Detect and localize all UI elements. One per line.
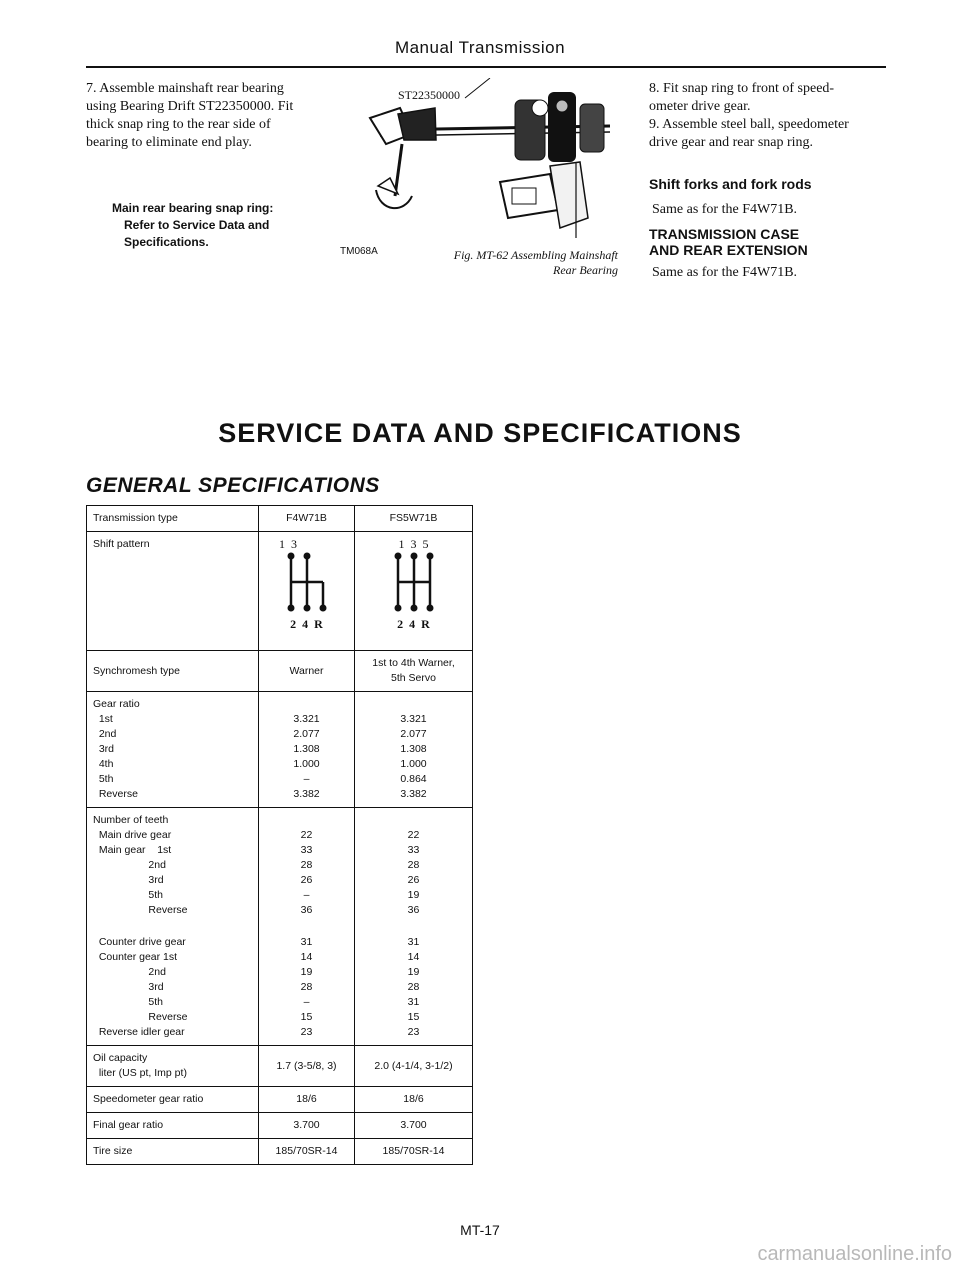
row-label: Transmission type [87,506,259,532]
gear-numbers-top: 1 3 5 [398,537,429,551]
step-9-line: 9. Assemble steel ball, speedometer [649,117,849,132]
section-title: SERVICE DATA AND SPECIFICATIONS [218,418,742,448]
cell-f4w71b: 3.321 2.077 1.308 1.000 – 3.382 [259,692,355,808]
table-row [87,1087,473,1113]
cell-fs5w71b: 22 33 28 26 19 36 [355,808,473,924]
figure-code: TM068A [340,246,378,257]
step-9-line: drive gear and rear snap ring. [649,135,814,150]
cell-fs5w71b: 18/6 [355,1087,473,1113]
cell-f4w71b: 1.7 (3-5/8, 3) [259,1046,355,1087]
row-label: Tire size [87,1139,259,1165]
cell-f4w71b: 185/70SR-14 [259,1139,355,1165]
cell-fs5w71b [355,651,473,692]
cell-fs5w71b: 185/70SR-14 [355,1139,473,1165]
bearing-drift-illustration [340,78,630,238]
table-row [87,506,473,532]
cell-f4w71b: 22 33 28 26 – 36 [259,808,355,924]
note-line: Refer to Service Data and [124,218,270,232]
cell-f4w71b: Warner [259,651,355,692]
case-heading-line: AND REAR EXTENSION [649,242,808,258]
cell-fs5w71b: 31 14 19 28 31 15 23 [355,923,473,1046]
step-7-paragraph [86,80,346,152]
page-header-title: Manual Transmission [394,38,566,57]
cell-fs5w71b: 3.321 2.077 1.308 1.000 0.864 3.382 [355,692,473,808]
synchro-line: 5th Servo [391,672,436,684]
step-7-line: 7. Assemble mainshaft rear bearing [86,81,284,96]
table-row [87,808,473,924]
row-label: Gear ratio 1st 2nd 3rd 4th 5th Reverse [87,692,259,808]
synchro-line: 1st to 4th Warner, [372,657,455,669]
row-label: Synchromesh type [87,651,259,692]
snap-ring-note [112,200,273,251]
shift-pattern-5-speed-icon [384,552,444,612]
shift-forks-text: Same as for the F4W71B. [652,202,798,217]
shift-pattern-4-speed-icon [277,552,337,612]
table-row [87,692,473,808]
row-label: Speedometer gear ratio [87,1087,259,1113]
cell-f4w71b: F4W71B [259,506,355,532]
case-text: Same as for the F4W71B. [652,265,798,280]
table-row [87,651,473,692]
shift-forks-heading: Shift forks and fork rods [649,176,812,192]
shift-pattern-fs5w71b [355,532,473,651]
figure-mainshaft-bearing [340,78,630,238]
page-number: MT-17 [460,1222,500,1238]
note-line: Specifications. [124,235,209,249]
table-row [87,532,473,651]
steps-8-9 [649,80,909,152]
shift-pattern-f4w71b [259,532,355,651]
cell-f4w71b: 3.700 [259,1113,355,1139]
figure-caption [360,248,618,278]
step-8-line: 8. Fit snap ring to front of speed- [649,81,835,96]
cell-f4w71b: 18/6 [259,1087,355,1113]
table-row [87,1139,473,1165]
row-label: Shift pattern [87,532,259,651]
row-label: Counter drive gear Counter gear 1st 2nd 3rd 5th Reverse Reverse idler gear [87,923,259,1046]
cell-f4w71b: 31 14 19 28 – 15 23 [259,923,355,1046]
row-label: Number of teeth Main drive gear Main gear 1st 2nd 3rd 5th Reverse [87,808,259,924]
step-8-line: ometer drive gear. [649,99,751,114]
note-line: Main rear bearing snap ring: [112,201,274,215]
row-label: Oil capacity liter (US pt, Imp pt) [87,1046,259,1087]
step-7-line: thick snap ring to the rear side of [86,117,271,132]
step-7-line: using Bearing Drift ST22350000. Fit [86,99,294,114]
gear-numbers-bottom: 2 4 R [290,617,323,631]
cell-fs5w71b: FS5W71B [355,506,473,532]
watermark: carmanualsonline.info [757,1243,952,1265]
caption-line: Rear Bearing [553,263,618,277]
row-label: Final gear ratio [87,1113,259,1139]
subsection-title: GENERAL SPECIFICATIONS [86,474,380,497]
gear-numbers-top: 1 3 [279,537,297,551]
table-row [87,1046,473,1087]
header-rule [86,66,886,68]
case-heading-line: TRANSMISSION CASE [649,226,800,242]
cell-fs5w71b: 3.700 [355,1113,473,1139]
table-row [87,923,473,1046]
gear-numbers-bottom: 2 4 R [397,617,430,631]
step-7-line: bearing to eliminate end play. [86,135,252,150]
table-row [87,1113,473,1139]
caption-line: Fig. MT-62 Assembling Mainshaft [453,248,618,262]
tool-label: ST22350000 [398,88,461,102]
cell-fs5w71b: 2.0 (4-1/4, 3-1/2) [355,1046,473,1087]
general-specifications-table [86,505,473,1165]
case-heading [649,226,808,258]
